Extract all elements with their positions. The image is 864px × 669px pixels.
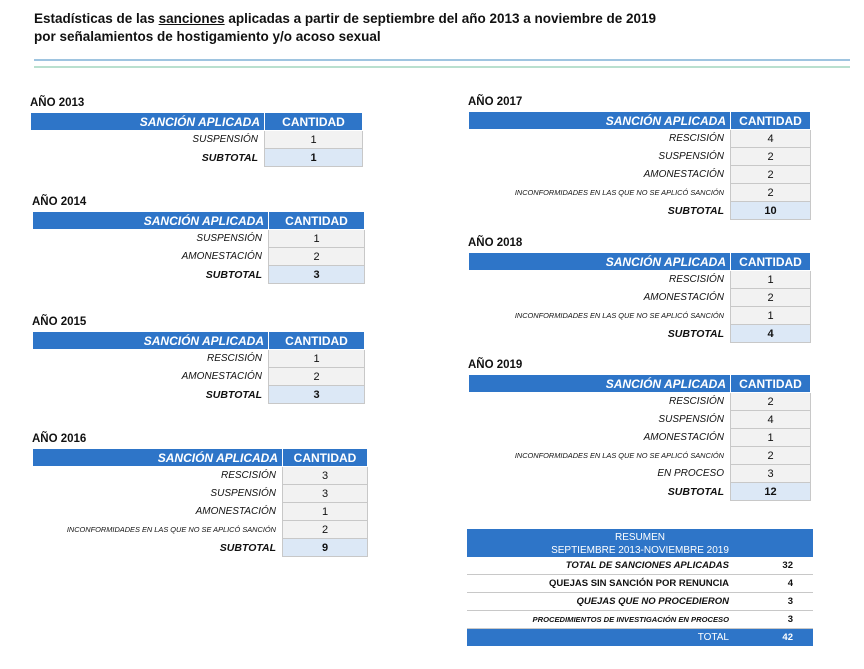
- title-prefix: Estadísticas de las: [34, 11, 159, 26]
- column-header-sanction: SANCIÓN APLICADA: [33, 449, 283, 467]
- table-header-row: [33, 212, 365, 230]
- subtotal-row: [33, 539, 368, 557]
- sanctions-table: [30, 112, 363, 167]
- sanction-quantity: 1: [269, 350, 365, 368]
- year-block-2019: [468, 358, 811, 501]
- summary-row-label: QUEJAS SIN SANCIÓN POR RENUNCIA: [467, 575, 735, 593]
- table-header-row: [469, 253, 811, 271]
- summary-table: [467, 529, 813, 646]
- sanctions-table: [468, 374, 811, 501]
- sanction-quantity: 1: [731, 271, 811, 289]
- subtotal-value: 12: [731, 483, 811, 501]
- table-header-row: [31, 113, 363, 131]
- subtotal-label: SUBTOTAL: [667, 327, 724, 340]
- sanction-label: SUSPENSIÓN: [658, 151, 724, 162]
- sanction-quantity: 2: [731, 393, 811, 411]
- sanction-label: AMONESTACIÓN: [643, 292, 724, 303]
- sanction-label: SUSPENSIÓN: [658, 414, 724, 425]
- summary-title: RESUMEN: [614, 532, 665, 543]
- column-header-sanction: SANCIÓN APLICADA: [469, 375, 731, 393]
- table-row: [33, 521, 368, 539]
- sanctions-table: [32, 211, 365, 284]
- table-row: [33, 503, 368, 521]
- year-block-2014: [32, 195, 365, 284]
- summary-rows: [467, 557, 813, 646]
- year-label: AÑO 2014: [32, 196, 87, 208]
- subtotal-value: 1: [265, 149, 363, 167]
- table-row: [31, 131, 363, 149]
- table-row: [469, 429, 811, 447]
- sanction-quantity: 2: [283, 521, 368, 539]
- sanction-quantity: 2: [731, 148, 811, 166]
- sanctions-table: [468, 252, 811, 343]
- column-header-sanction: SANCIÓN APLICADA: [33, 332, 269, 350]
- sanction-label: EN PROCESO: [657, 468, 724, 479]
- summary-row-value: 32: [735, 557, 813, 575]
- sanction-label: INCONFORMIDADES EN LAS QUE NO SE APLICÓ SANCIÓN: [514, 451, 724, 460]
- table-row: [469, 148, 811, 166]
- table-header-row: [33, 332, 365, 350]
- subtotal-row: [33, 266, 365, 284]
- subtotal-label: SUBTOTAL: [205, 388, 262, 401]
- column-header-quantity: CANTIDAD: [731, 375, 811, 393]
- year-label: AÑO 2015: [32, 316, 87, 328]
- sanction-quantity: 1: [731, 307, 811, 325]
- title-line2: por señalamientos de hostigamiento y/o acoso sexual: [34, 29, 381, 44]
- sanction-label: INCONFORMIDADES EN LAS QUE NO SE APLICÓ SANCIÓN: [514, 188, 724, 197]
- sanction-label: INCONFORMIDADES EN LAS QUE NO SE APLICÓ SANCIÓN: [514, 311, 724, 320]
- subtotal-row: [469, 325, 811, 343]
- column-header-quantity: CANTIDAD: [283, 449, 368, 467]
- sanction-quantity: 2: [731, 184, 811, 202]
- sanction-quantity: 3: [731, 465, 811, 483]
- sanction-label: AMONESTACIÓN: [643, 169, 724, 180]
- table-row: [469, 465, 811, 483]
- sanction-label: RESCISIÓN: [668, 396, 724, 408]
- title-underlined-word: sanciones: [158, 11, 225, 26]
- subtotal-row: [33, 386, 365, 404]
- sanction-label: AMONESTACIÓN: [195, 506, 276, 517]
- year-label: AÑO 2016: [32, 433, 87, 445]
- table-row: [33, 230, 365, 248]
- subtotal-row: [469, 202, 811, 220]
- subtotal-label: SUBTOTAL: [201, 151, 258, 164]
- summary-total-label: TOTAL: [467, 629, 735, 647]
- sanction-quantity: 4: [731, 411, 811, 429]
- year-block-2017: [468, 95, 811, 220]
- table-row: [469, 130, 811, 148]
- table-row: [33, 467, 368, 485]
- summary-row-label: TOTAL DE SANCIONES APLICADAS: [467, 557, 735, 575]
- column-header-sanction: SANCIÓN APLICADA: [31, 113, 265, 131]
- summary-total-value: 42: [735, 629, 813, 647]
- summary-row: [467, 557, 813, 575]
- year-label: AÑO 2019: [468, 359, 523, 371]
- subtotal-label: SUBTOTAL: [219, 541, 276, 554]
- subtotal-value: 10: [731, 202, 811, 220]
- year-label: AÑO 2018: [468, 237, 523, 249]
- summary-row: [467, 575, 813, 593]
- column-header-quantity: CANTIDAD: [269, 212, 365, 230]
- year-label: AÑO 2013: [30, 97, 85, 109]
- sanctions-table: [468, 111, 811, 220]
- summary-period: SEPTIEMBRE 2013-NOVIEMBRE 2019: [551, 545, 729, 556]
- sanction-quantity: 2: [269, 248, 365, 266]
- table-row: [469, 166, 811, 184]
- summary-row-label: PROCEDIMIENTOS DE INVESTIGACIÓN EN PROCESO: [467, 611, 735, 629]
- summary-row-value: 3: [735, 593, 813, 611]
- sanction-quantity: 1: [265, 131, 363, 149]
- summary-row-label: QUEJAS QUE NO PROCEDIERON: [467, 593, 735, 611]
- table-row: [469, 411, 811, 429]
- table-row: [469, 271, 811, 289]
- column-header-sanction: SANCIÓN APLICADA: [469, 112, 731, 130]
- divider-green: [34, 66, 850, 68]
- title-suffix: aplicadas a partir de septiembre del año 2013 a noviembre de 2019: [224, 11, 657, 26]
- table-row: [469, 393, 811, 411]
- sanction-label: AMONESTACIÓN: [643, 432, 724, 443]
- table-header-row: [469, 375, 811, 393]
- column-header-quantity: CANTIDAD: [265, 113, 363, 131]
- sanction-quantity: 1: [731, 429, 811, 447]
- sanction-quantity: 2: [731, 166, 811, 184]
- subtotal-value: 3: [269, 386, 365, 404]
- subtotal-row: [469, 483, 811, 501]
- year-label: AÑO 2017: [468, 96, 523, 108]
- subtotal-value: 3: [269, 266, 365, 284]
- sanction-label: AMONESTACIÓN: [181, 251, 262, 262]
- sanction-label: RESCISIÓN: [220, 470, 276, 482]
- sanction-label: INCONFORMIDADES EN LAS QUE NO SE APLICÓ SANCIÓN: [66, 525, 276, 534]
- table-header-row: [469, 112, 811, 130]
- sanction-quantity: 1: [283, 503, 368, 521]
- summary-row-value: 3: [735, 611, 813, 629]
- year-block-2016: [32, 432, 368, 557]
- summary-row-value: 4: [735, 575, 813, 593]
- sanction-label: RESCISIÓN: [668, 274, 724, 286]
- sanction-label: RESCISIÓN: [668, 133, 724, 145]
- subtotal-value: 4: [731, 325, 811, 343]
- subtotal-label: SUBTOTAL: [667, 204, 724, 217]
- column-header-quantity: CANTIDAD: [269, 332, 365, 350]
- sanction-label: SUSPENSIÓN: [196, 233, 262, 245]
- summary-total-row: [467, 629, 813, 647]
- sanction-label: AMONESTACIÓN: [181, 371, 262, 382]
- sanction-label: SUSPENSIÓN: [210, 488, 276, 499]
- column-header-sanction: SANCIÓN APLICADA: [469, 253, 731, 271]
- sanction-quantity: 2: [731, 289, 811, 307]
- table-row: [469, 307, 811, 325]
- subtotal-value: 9: [283, 539, 368, 557]
- sanction-label: SUSPENSIÓN: [192, 134, 258, 146]
- summary-header: [467, 529, 813, 557]
- sanction-quantity: 2: [269, 368, 365, 386]
- sanction-quantity: 2: [731, 447, 811, 465]
- table-row: [469, 184, 811, 202]
- page-title: [34, 10, 834, 46]
- sanction-quantity: 1: [269, 230, 365, 248]
- table-row: [33, 350, 365, 368]
- subtotal-label: SUBTOTAL: [667, 485, 724, 498]
- sanctions-table: [32, 448, 368, 557]
- year-block-2018: [468, 236, 811, 343]
- subtotal-label: SUBTOTAL: [205, 268, 262, 281]
- table-row: [33, 485, 368, 503]
- summary-row: [467, 611, 813, 629]
- table-row: [33, 248, 365, 266]
- sanction-label: RESCISIÓN: [206, 353, 262, 365]
- table-row: [33, 368, 365, 386]
- column-header-sanction: SANCIÓN APLICADA: [33, 212, 269, 230]
- sanction-quantity: 3: [283, 485, 368, 503]
- table-row: [469, 447, 811, 465]
- sanctions-table: [32, 331, 365, 404]
- divider-blue: [34, 59, 850, 61]
- column-header-quantity: CANTIDAD: [731, 253, 811, 271]
- year-block-2013: [30, 96, 363, 167]
- table-row: [469, 289, 811, 307]
- subtotal-row: [31, 149, 363, 167]
- year-block-2015: [32, 315, 365, 404]
- column-header-quantity: CANTIDAD: [731, 112, 811, 130]
- summary-row: [467, 593, 813, 611]
- sanction-quantity: 4: [731, 130, 811, 148]
- sanction-quantity: 3: [283, 467, 368, 485]
- table-header-row: [33, 449, 368, 467]
